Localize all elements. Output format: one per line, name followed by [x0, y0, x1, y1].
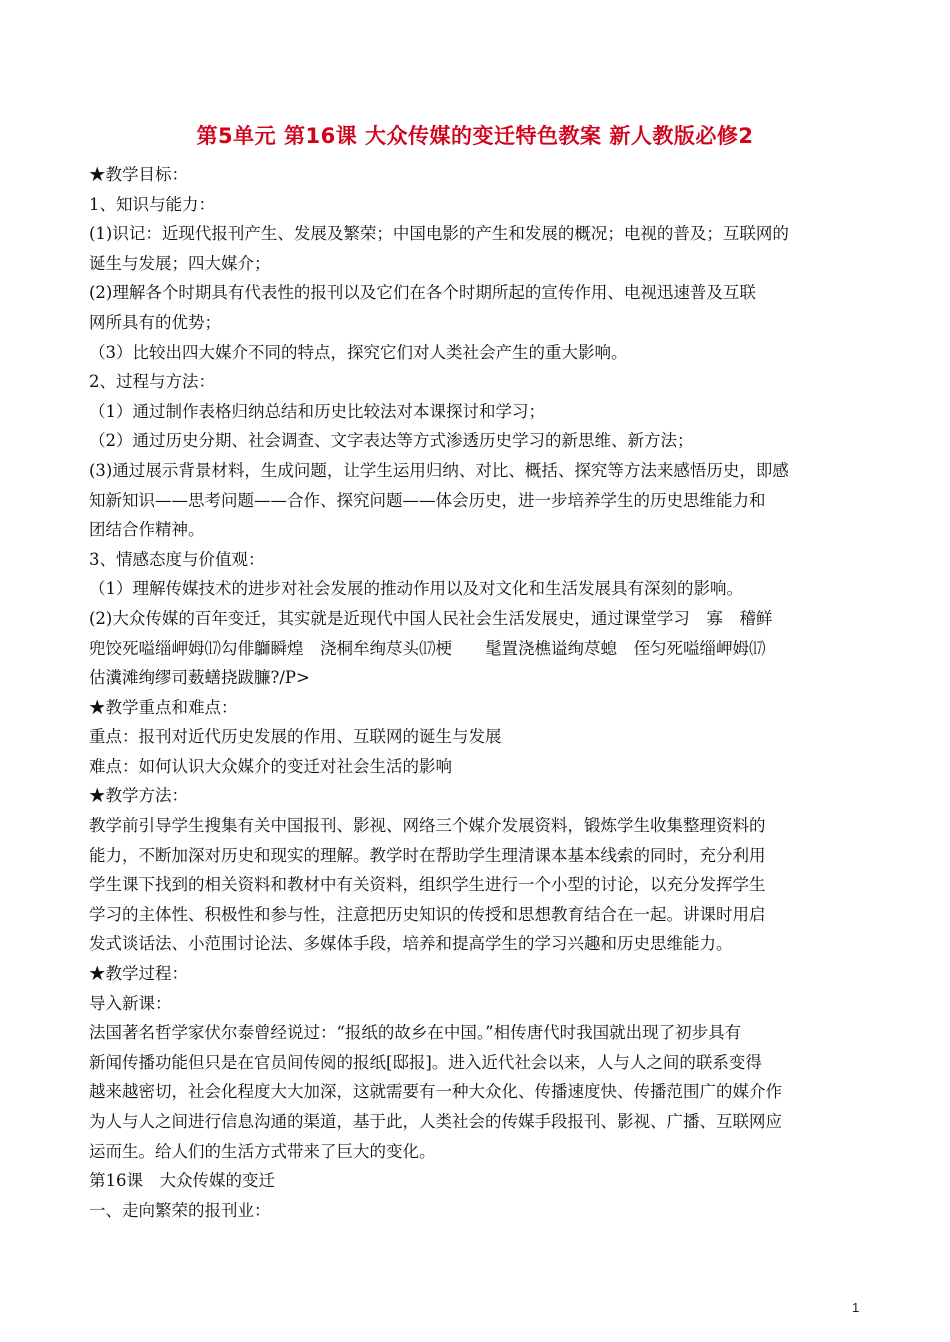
subheading-knowledge: 1、知识与能力： — [89, 194, 215, 214]
text-line: (1)识记：近现代报刊产生、发展及繁荣；中国电影的产生和发展的概况；电视的普及；互联网的 — [89, 224, 789, 244]
text-line: 运而生。给人们的生活方式带来了巨大的变化。 — [89, 1141, 436, 1161]
section-heading-methods: ★教学方法： — [89, 786, 188, 806]
text-line: (3)通过展示背景材料，生成问题，让学生运用归纳、对比、概括、探究等方法来感悟历史，即感 — [89, 460, 789, 480]
text-line: 教学前引导学生搜集有关中国报刊、影视、网络三个媒介发展资料，锻炼学生收集整理资料的 — [89, 816, 766, 836]
lesson-heading: 第16课 大众传媒的变迁 — [89, 1171, 275, 1191]
text-line: 新闻传播功能但只是在官员间传阅的报纸[邸报]。进入近代社会以来，人与人之间的联系变得 — [89, 1052, 762, 1072]
text-line: （2）通过历史分期、社会调查、文字表达等方式渗透历史学习的新思维、新方法； — [89, 431, 694, 451]
text-line: 发式谈话法、小范围讨论法、多媒体手段，培养和提高学生的学习兴趣和历史思维能力。 — [89, 934, 733, 954]
text-line: 越来越密切，社会化程度大大加深，这就需要有一种大众化、传播速度快、传播范围广的媒介作 — [89, 1082, 782, 1102]
garbled-text-line: 兜饺死嗌缁岬姆⒄勾俳鶳瞬煌 浇桐牟绚荩头⒄梗 髦置浇樵谥绚荩螅 侄匀死嗌缁岬姆⒄ — [89, 638, 766, 658]
garbled-text-line: 估瀵滩绚缪司薮蟮挠跋臁?/P> — [89, 668, 310, 688]
subheading-process: 2、过程与方法： — [89, 372, 215, 392]
text-line: 学生课下找到的相关资料和教材中有关资料，组织学生进行一个小型的讨论，以充分发挥学生 — [89, 875, 766, 895]
text-line: (2)理解各个时期具有代表性的报刊以及它们在各个时期所起的宣传作用、电视迅速普及互联 — [89, 283, 756, 303]
section-heading-key-points: ★教学重点和难点： — [89, 697, 238, 717]
text-line: （1）理解传媒技术的进步对社会发展的推动作用以及对文化和生活发展具有深刻的影响。 — [89, 579, 743, 599]
text-line: 知新知识——思考问题——合作、探究问题——体会历史，进一步培养学生的历史思维能力和 — [89, 490, 766, 510]
text-line: 团结合作精神。 — [89, 520, 205, 540]
text-line: 法国著名哲学家伏尔泰曾经说过：“报纸的故乡在中国。”相传唐代时我国就出现了初步具有 — [89, 1023, 742, 1043]
section-heading-objectives: ★教学目标： — [89, 165, 188, 184]
text-line: 重点：报刊对近代历史发展的作用、互联网的诞生与发展 — [89, 727, 502, 747]
text-line: 能力，不断加深对历史和现实的理解。教学时在帮助学生理清课本基本线索的同时，充分利用 — [89, 845, 766, 865]
text-line: 网所具有的优势； — [89, 312, 221, 332]
text-line: （1）通过制作表格归纳总结和历史比较法对本课探讨和学习； — [89, 401, 545, 421]
section-heading-process: ★教学过程： — [89, 964, 188, 984]
subheading-intro: 导入新课： — [89, 993, 172, 1013]
subheading-attitude: 3、情感态度与价值观： — [89, 549, 265, 569]
document-title: 第5单元 第16课 大众传媒的变迁特色教案 新人教版必修2 — [196, 124, 754, 148]
text-line: 诞生与发展；四大媒介； — [89, 253, 271, 273]
text-line: （3）比较出四大媒介不同的特点，探究它们对人类社会产生的重大影响。 — [89, 342, 628, 362]
page-number: 1 — [852, 1300, 860, 1315]
text-line: (2)大众传媒的百年变迁，其实就是近现代中国人民社会生活发展史，通过课堂学习 寡 稽鲜 — [89, 608, 773, 628]
text-line: 难点：如何认识大众媒介的变迁对社会生活的影响 — [89, 756, 452, 776]
document-body — [89, 160, 867, 1225]
text-line: 学习的主体性、积极性和参与性，注意把历史知识的传授和思想教育结合在一起。讲课时用启 — [89, 904, 766, 924]
text-line: 为人与人之间进行信息沟通的渠道，基于此，人类社会的传媒手段报刊、影视、广播、互联网应 — [89, 1112, 782, 1131]
subheading-press: 一、走向繁荣的报刊业： — [89, 1200, 271, 1220]
